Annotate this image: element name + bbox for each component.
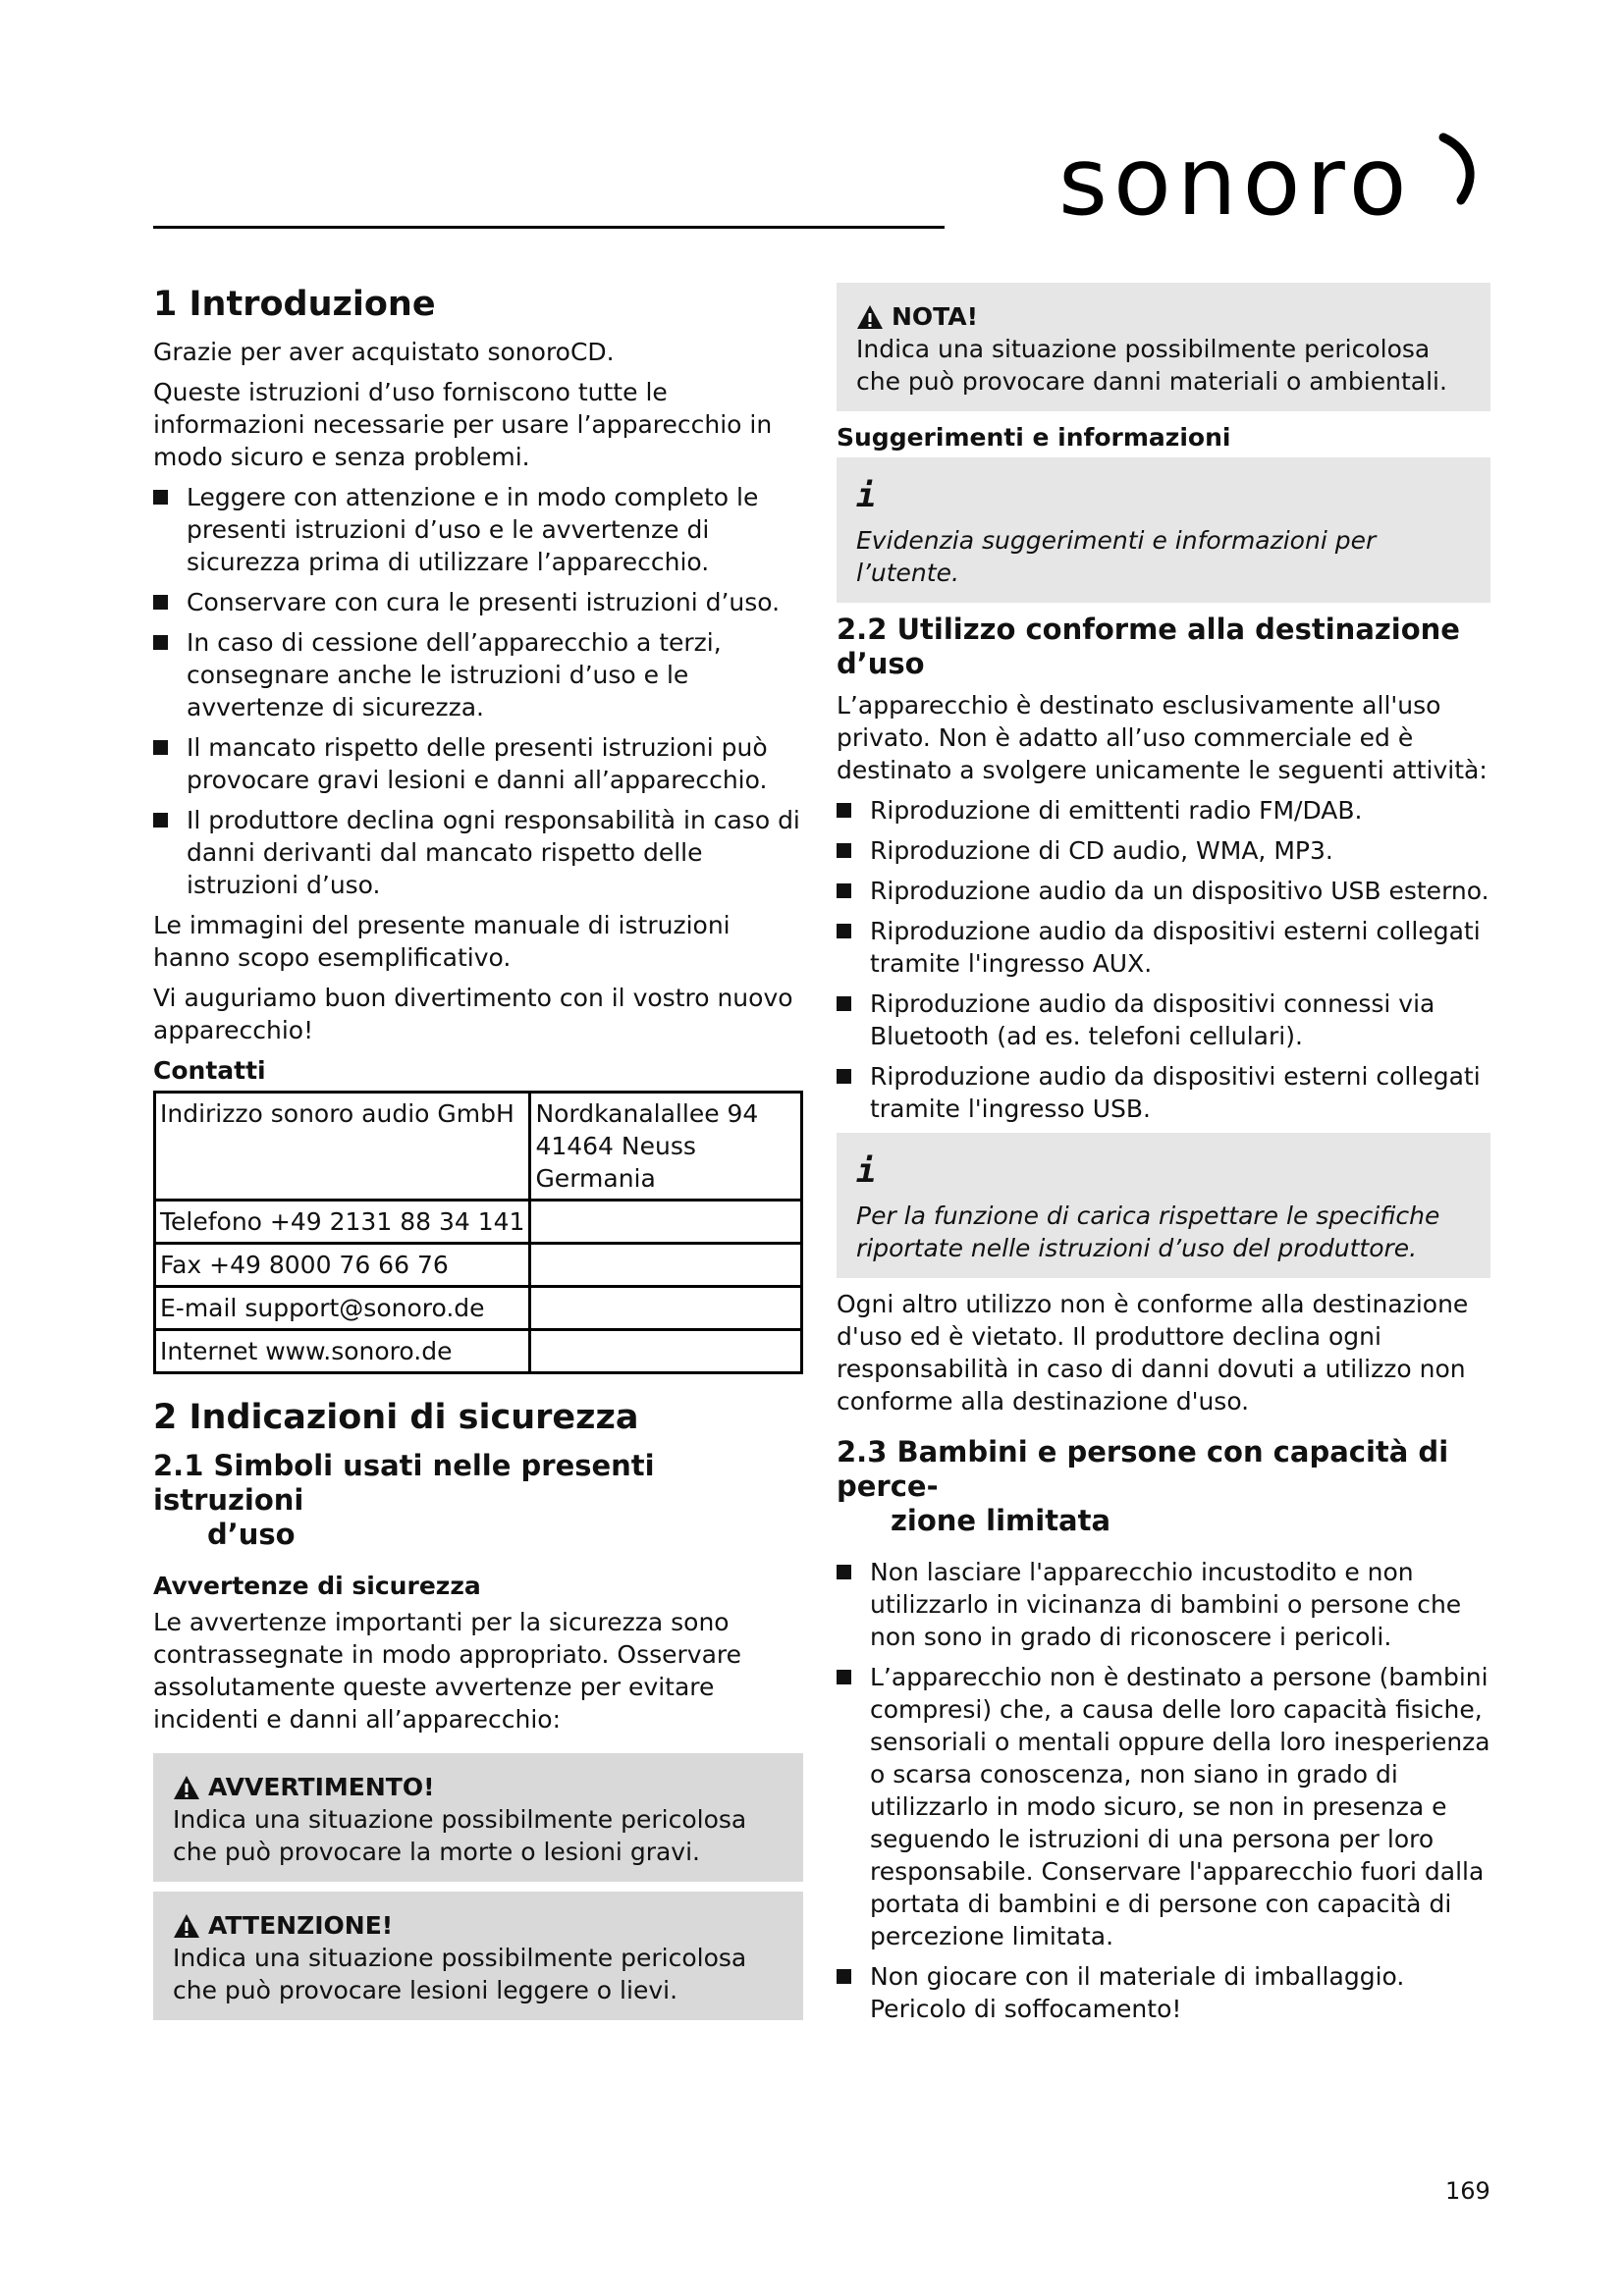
list-item: L’apparecchio non è destinato a persone (bambini compresi) che, a causa delle loro capacità fisiche, sensoriali o mentali oppure della loro inesperienza o scarsa conoscenza, non siano in grado di utilizzarlo in modo sicuro, se non in presenza e seguendo le istruzioni di una persona per loro responsabile. Conservare l'apparecchio fuori dalla portata di bambini e di persone con capacità di percezione limitata. [837, 1661, 1490, 1952]
warnings-heading: Avvertenze di sicurezza [153, 1572, 481, 1600]
tip-text: Evidenzia suggerimenti e informazioni per l’utente. [856, 526, 1377, 587]
enjoy-note: Vi auguriamo buon divertimento con il vostro nuovo apparecchio! [153, 984, 793, 1044]
fax-cell: Fax +49 8000 76 66 76 [155, 1244, 530, 1287]
logo-text: sonoro [1058, 128, 1413, 236]
list-item: In caso di cessione dell’apparecchio a terzi, consegnare anche le istruzioni d’uso e le avvertenze di sicurezza. [153, 626, 803, 723]
other-use-note: Ogni altro utilizzo non è conforme alla destinazione d'uso ed è vietato. Il produttore declina ogni responsabilità in caso di danni dovuti a utilizzo non conforme alla destinazione d'uso. [837, 1290, 1469, 1415]
table-row [155, 1287, 802, 1330]
subsection-title-children [837, 1435, 1490, 1538]
header-rule [153, 226, 945, 229]
intro-thanks: Grazie per aver acquistato sonoroCD. [153, 338, 615, 366]
empty-cell [530, 1201, 802, 1244]
sonoro-logo [1058, 128, 1490, 236]
caution-box [153, 1892, 803, 2020]
list-item: Riproduzione di emittenti radio FM/DAB. [837, 794, 1490, 827]
subsection-title-line1: 2.1 Simboli usati nelle presenti istruzioni [153, 1449, 655, 1517]
contacts-table [153, 1091, 803, 1374]
info-icon: i [856, 476, 877, 515]
intended-use-intro: L’apparecchio è destinato esclusivamente all'uso privato. Non è adatto all’uso commerciale ed è destinato a svolgere unicamente le seguenti attività: [837, 691, 1488, 784]
section-title-introduction: 1 Introduzione [153, 285, 436, 324]
list-item: Riproduzione audio da un dispositivo USB esterno. [837, 875, 1490, 907]
list-item: Il mancato rispetto delle presenti istruzioni può provocare gravi lesioni e danni all’apparecchio. [153, 731, 803, 796]
warning-box [153, 1753, 803, 1882]
info-icon: i [856, 1151, 877, 1191]
list-item: Riproduzione audio da dispositivi esterni collegati tramite l'ingresso USB. [837, 1060, 1490, 1125]
intro-list [153, 481, 803, 901]
list-item: Riproduzione audio da dispositivi esterni collegati tramite l'ingresso AUX. [837, 915, 1490, 980]
empty-cell [530, 1287, 802, 1330]
subsection-title-line2: d’uso [207, 1518, 296, 1551]
list-item: Riproduzione audio da dispositivi connessi via Bluetooth (ad es. telefoni cellulari). [837, 988, 1490, 1052]
subsection-title-symbols [153, 1449, 803, 1552]
phone-cell: Telefono +49 2131 88 34 141 [155, 1201, 530, 1244]
contacts-heading: Contatti [153, 1056, 266, 1085]
warning-triangle-icon [856, 304, 884, 330]
list-item: Riproduzione di CD audio, WMA, MP3. [837, 834, 1490, 867]
list-item: Leggere con attenzione e in modo completo le presenti istruzioni d’uso e le avvertenze di sicurezza prima di utilizzare l’apparecchio. [153, 481, 803, 578]
address-city: 41464 Neuss [535, 1132, 696, 1160]
table-row [155, 1244, 802, 1287]
caution-title [173, 1909, 784, 1942]
intended-use-list [837, 794, 1490, 1125]
table-row [155, 1093, 802, 1201]
list-item: Non lasciare l'apparecchio incustodito e non utilizzarlo in vicinanza di bambini o persone che non sono in grado di riconoscere i pericoli. [837, 1556, 1490, 1653]
page-number: 169 [1445, 2177, 1490, 2205]
table-row [155, 1330, 802, 1373]
tip-box [837, 457, 1490, 603]
subsection-title-line1: 2.3 Bambini e persone con capacità di perce- [837, 1435, 1449, 1503]
tips-heading: Suggerimenti e informazioni [837, 423, 1231, 452]
address-street: Nordkanalallee 94 [535, 1099, 759, 1128]
intro-purpose: Queste istruzioni d’uso forniscono tutte le informazioni necessarie per usare l’apparecchio in modo sicuro e senza problemi. [153, 378, 773, 471]
children-list [837, 1556, 1490, 2025]
caution-text: Indica una situazione possibilmente pericolosa che può provocare lesioni leggere o lievi. [173, 1944, 747, 2004]
note-title-text: NOTA! [892, 302, 979, 331]
note-box [837, 283, 1490, 411]
warnings-intro: Le avvertenze importanti per la sicurezza sono contrassegnate in modo appropriato. Osservare assolutamente queste avvertenze per evitare incidenti e danni all’apparecchio: [153, 1608, 742, 1734]
internet-cell: Internet www.sonoro.de [155, 1330, 530, 1373]
address-country: Germania [535, 1164, 656, 1193]
note-title [856, 300, 1471, 333]
list-item: Conservare con cura le presenti istruzioni d’uso. [153, 586, 803, 618]
charge-info-text: Per la funzione di carica rispettare le specifiche riportate nelle istruzioni d’uso del produttore. [856, 1201, 1440, 1262]
warning-triangle-icon [173, 1775, 200, 1800]
note-text: Indica una situazione possibilmente pericolosa che può provocare danni materiali o ambientali. [856, 335, 1447, 396]
right-column [837, 283, 1490, 2033]
address-label: Indirizzo sonoro audio GmbH [155, 1093, 530, 1201]
warning-title [173, 1771, 784, 1803]
list-item: Non giocare con il materiale di imballaggio. Pericolo di soffocamento! [837, 1960, 1490, 2025]
charge-info-box [837, 1133, 1490, 1278]
empty-cell [530, 1330, 802, 1373]
logo-swoosh [1443, 137, 1470, 200]
images-note: Le immagini del presente manuale di istruzioni hanno scopo esemplificativo. [153, 911, 731, 972]
subsection-title-intended-use: 2.2 Utilizzo conforme alla destinazione d’uso [837, 613, 1460, 680]
subsection-title-line2: zione limitata [891, 1504, 1111, 1537]
warning-text: Indica una situazione possibilmente pericolosa che può provocare la morte o lesioni gravi. [173, 1805, 747, 1866]
section-title-safety: 2 Indicazioni di sicurezza [153, 1398, 639, 1437]
email-cell: E-mail support@sonoro.de [155, 1287, 530, 1330]
caution-title-text: ATTENZIONE! [208, 1911, 394, 1940]
warning-triangle-icon [173, 1913, 200, 1939]
empty-cell [530, 1244, 802, 1287]
list-item: Il produttore declina ogni responsabilità in caso di danni derivanti dal mancato rispetto delle istruzioni d’uso. [153, 804, 803, 901]
warning-title-text: AVVERTIMENTO! [208, 1773, 435, 1801]
table-row [155, 1201, 802, 1244]
address-value [530, 1093, 802, 1201]
left-column [153, 283, 803, 2030]
